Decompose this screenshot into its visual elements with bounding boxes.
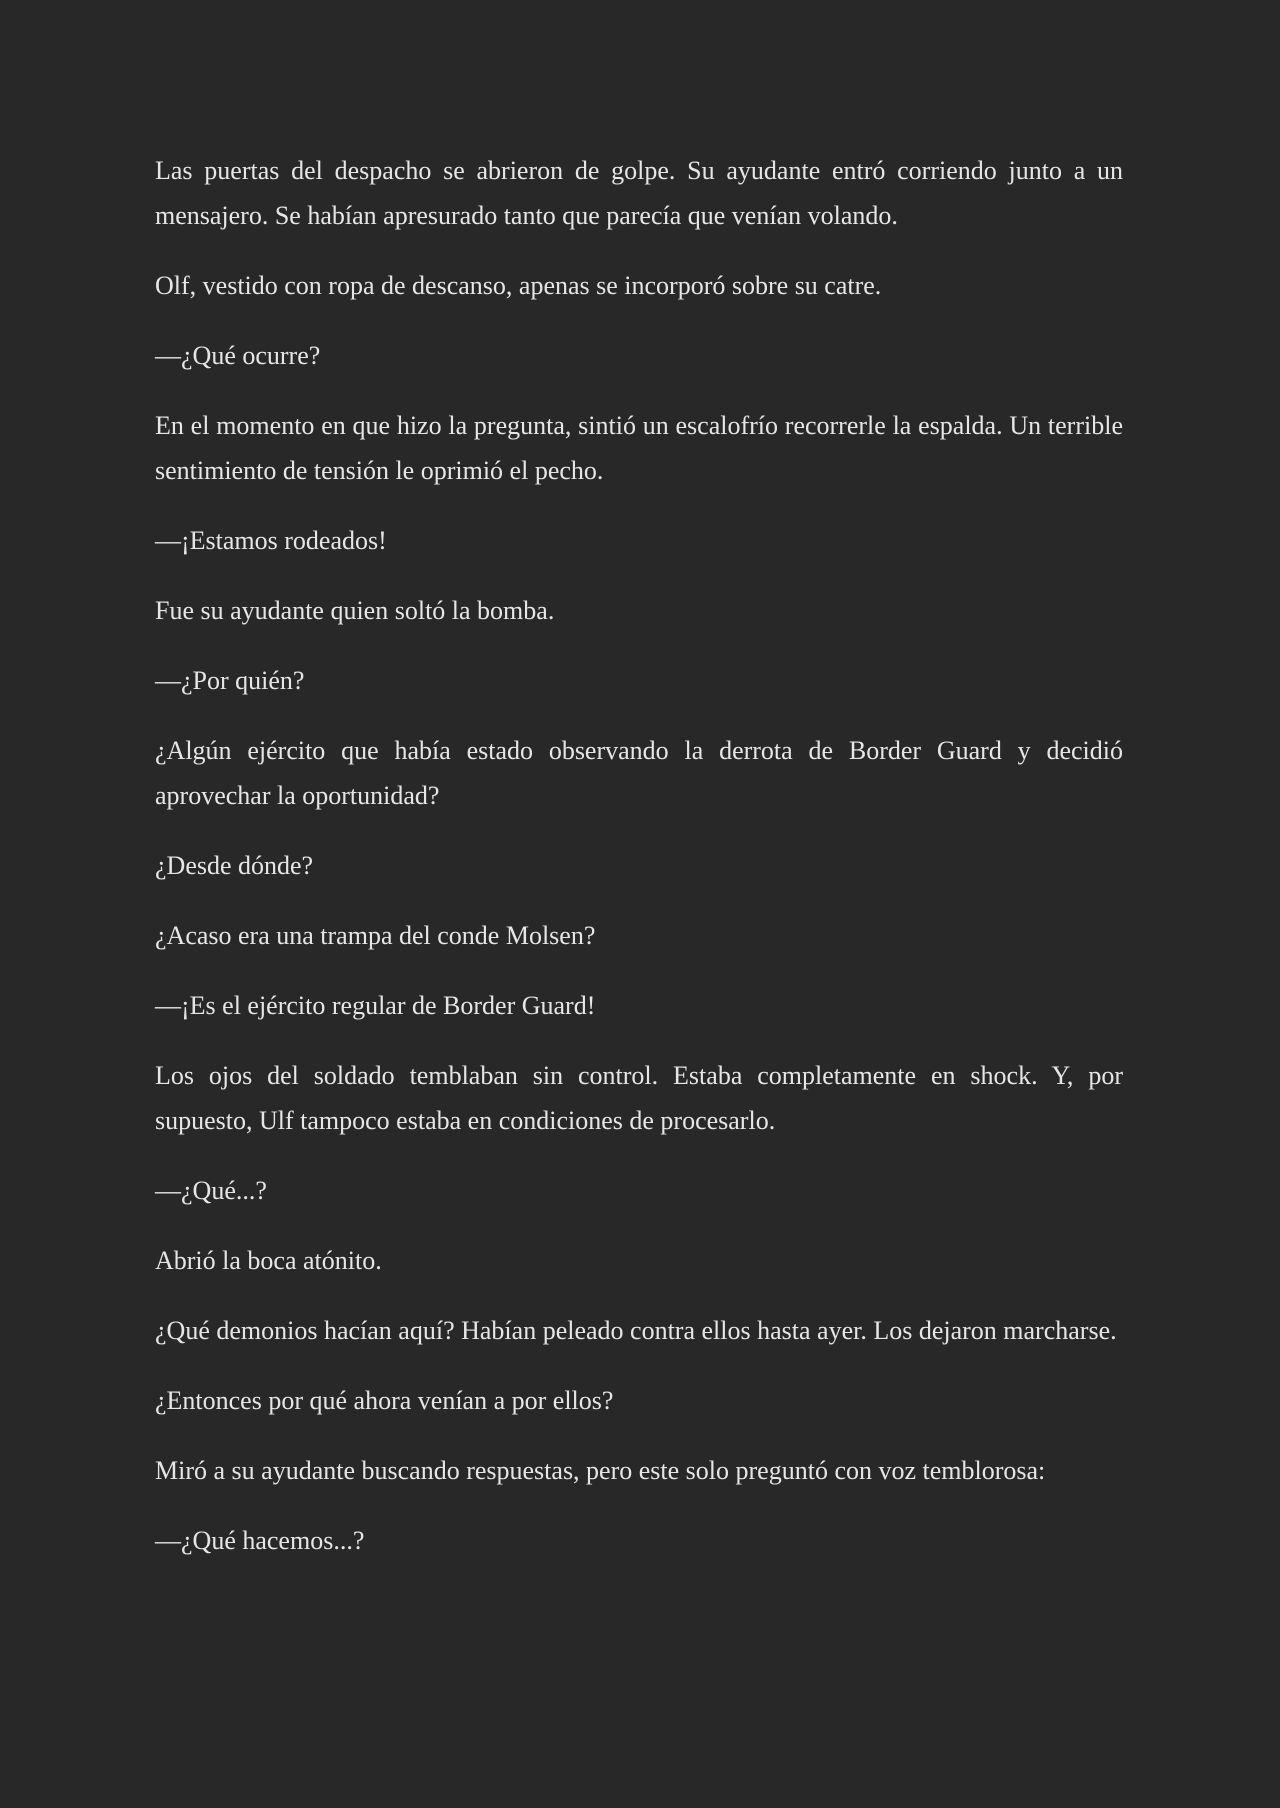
paragraph: ¿Qué demonios hacían aquí? Habían peleado contra ellos hasta ayer. Los dejaron marcharse.	[155, 1316, 1117, 1345]
paragraph: Fue su ayudante quien soltó la bomba.	[155, 596, 555, 625]
reader-content	[155, 148, 1123, 1588]
paragraph: Los ojos del soldado temblaban sin control. Estaba completamente en shock. Y, por supuesto, Ulf tampoco estaba en condiciones de procesarlo.	[155, 1061, 1123, 1135]
paragraph: ¿Desde dónde?	[155, 851, 314, 880]
paragraph: Olf, vestido con ropa de descanso, apenas se incorporó sobre su catre.	[155, 271, 882, 300]
paragraph: ¿Acaso era una trampa del conde Molsen?	[155, 921, 596, 950]
paragraph: ¿Entonces por qué ahora venían a por ellos?	[155, 1386, 614, 1415]
paragraph: —¿Por quién?	[155, 666, 305, 695]
paragraph: Las puertas del despacho se abrieron de golpe. Su ayudante entró corriendo junto a un mensajero. Se habían apresurado tanto que parecía que venían volando.	[155, 156, 1123, 230]
paragraph: En el momento en que hizo la pregunta, sintió un escalofrío recorrerle la espalda. Un terrible sentimiento de tensión le oprimió el pecho.	[155, 411, 1123, 485]
paragraph: Abrió la boca atónito.	[155, 1246, 382, 1275]
paragraph: —¿Qué hacemos...?	[155, 1526, 365, 1555]
paragraph: —¡Es el ejército regular de Border Guard!	[155, 991, 596, 1020]
paragraph: —¿Qué ocurre?	[155, 341, 321, 370]
paragraph: Miró a su ayudante buscando respuestas, pero este solo preguntó con voz temblorosa:	[155, 1456, 1046, 1485]
paragraph: —¡Estamos rodeados!	[155, 526, 387, 555]
paragraph: ¿Algún ejército que había estado observando la derrota de Border Guard y decidió aprovechar la oportunidad?	[155, 736, 1123, 810]
paragraph: —¿Qué...?	[155, 1176, 267, 1205]
